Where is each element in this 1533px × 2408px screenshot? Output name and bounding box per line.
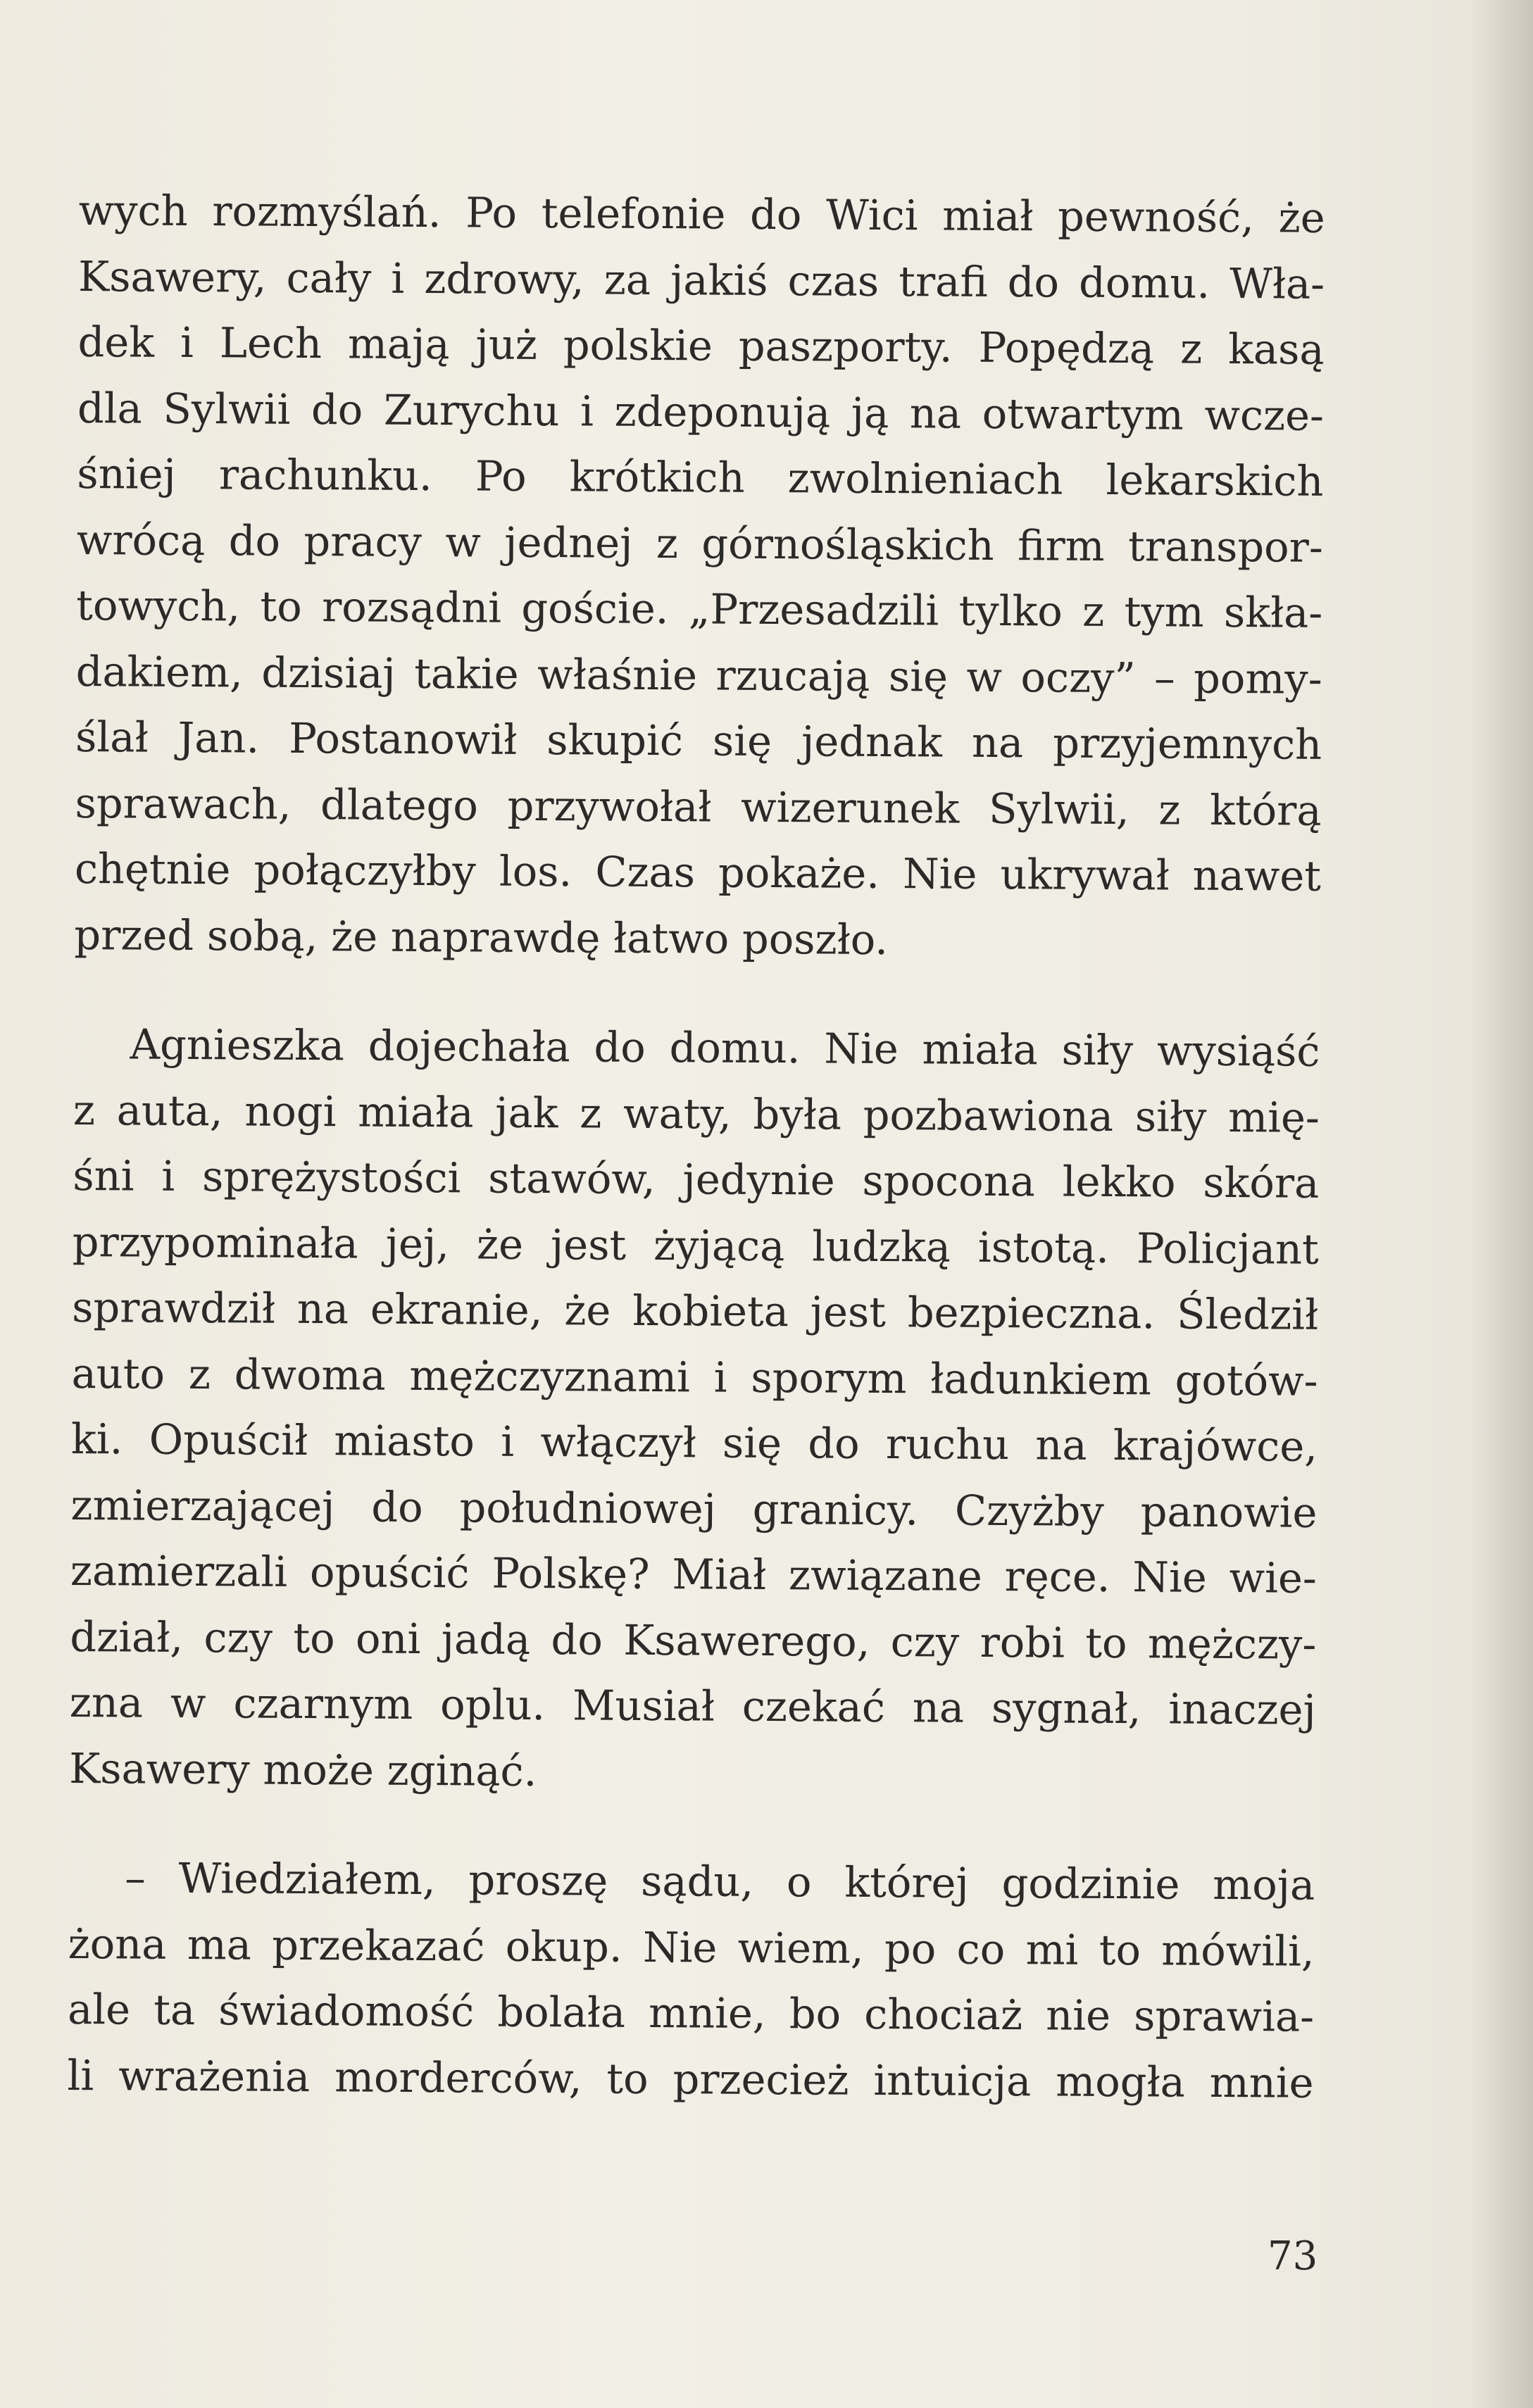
text-line: Ksawery, cały i zdrowy, za jakiś czas trafi do domu. Wła-: [77, 251, 1325, 308]
text-line: sprawach, dlatego przywołał wizerunek Sylwii, z którą: [75, 778, 1322, 835]
paragraph-2: [69, 1011, 1320, 1809]
text-line: ki. Opuścił miasto i włączył się do ruchu na krajówce,: [70, 1414, 1318, 1471]
text-line: dla Sylwii do Zurychu i zdeponują ją na otwartym wcze-: [77, 383, 1325, 440]
text-line: przypominała jej, że jest żyjącą ludzką istotą. Policjant: [72, 1217, 1319, 1274]
text-line: dek i Lech mają już polskie paszporty. Popędzą z kasą: [77, 317, 1325, 374]
text-line: ale ta świadomość bolała mnie, bo chociaż nie sprawia-: [67, 1984, 1315, 2041]
text-line: Agnieszka dojechała do domu. Nie miała siły wysiąść: [130, 1020, 1320, 1076]
text-block: [67, 177, 1325, 2116]
text-line: dakiem, dzisiaj takie właśnie rzucają się w oczy” – pomy-: [75, 646, 1322, 703]
text-line: zna w czarnym oplu. Musiał czekać na sygnał, inaczej: [69, 1677, 1316, 1734]
page-number: 73: [1268, 2233, 1318, 2279]
text-line: z auta, nogi miała jak z waty, była pozbawiona siły mię-: [73, 1085, 1320, 1142]
text-line: wych rozmyślań. Po telefonie do Wici miał pewność, że: [78, 185, 1325, 242]
text-line: śniej rachunku. Po krótkich zwolnieniach lekarskich: [77, 449, 1324, 506]
text-line: zamierzali opuścić Polskę? Miał związane ręce. Nie wie-: [70, 1545, 1318, 1603]
text-line: wrócą do pracy w jednej z górnośląskich firm transpor-: [76, 515, 1324, 572]
text-line: towych, to rozsądni goście. „Przesadzili tylko z tym skła-: [76, 580, 1323, 637]
paragraph-3: [67, 1845, 1315, 2116]
paragraph-gap: [74, 967, 1320, 1019]
paragraph-1: [74, 177, 1325, 975]
text-line: Ksawery może zginąć.: [68, 1743, 537, 1795]
paragraph-gap: [69, 1801, 1315, 1852]
text-line: śni i sprężystości stawów, jedynie spocona lekko skóra: [73, 1150, 1320, 1208]
text-line: zmierzającej do południowej granicy. Czyżby panowie: [70, 1480, 1318, 1537]
text-line: chętnie połączyłby los. Czas pokaże. Nie ukrywał nawet: [74, 844, 1322, 901]
text-line: ślał Jan. Postanowił skupić się jednak na przyjemnych: [75, 712, 1322, 769]
text-line: żona ma przekazać okup. Nie wiem, po co mi to mówili,: [68, 1919, 1315, 1976]
text-line: – Wiedziałem, proszę sądu, o której godzinie moja: [125, 1853, 1315, 1910]
text-line: auto z dwoma mężczyznami i sporym ładunkiem gotów-: [71, 1348, 1318, 1405]
text-line: sprawdził na ekranie, że kobieta jest bezpieczna. Śledził: [71, 1282, 1319, 1339]
text-line: przed sobą, że naprawdę łatwo poszło.: [74, 910, 889, 964]
text-line: dział, czy to oni jadą do Ksawerego, czy robi to mężczy-: [70, 1612, 1317, 1669]
text-line: li wrażenia morderców, to przecież intuicja mogła mnie: [67, 2050, 1314, 2107]
